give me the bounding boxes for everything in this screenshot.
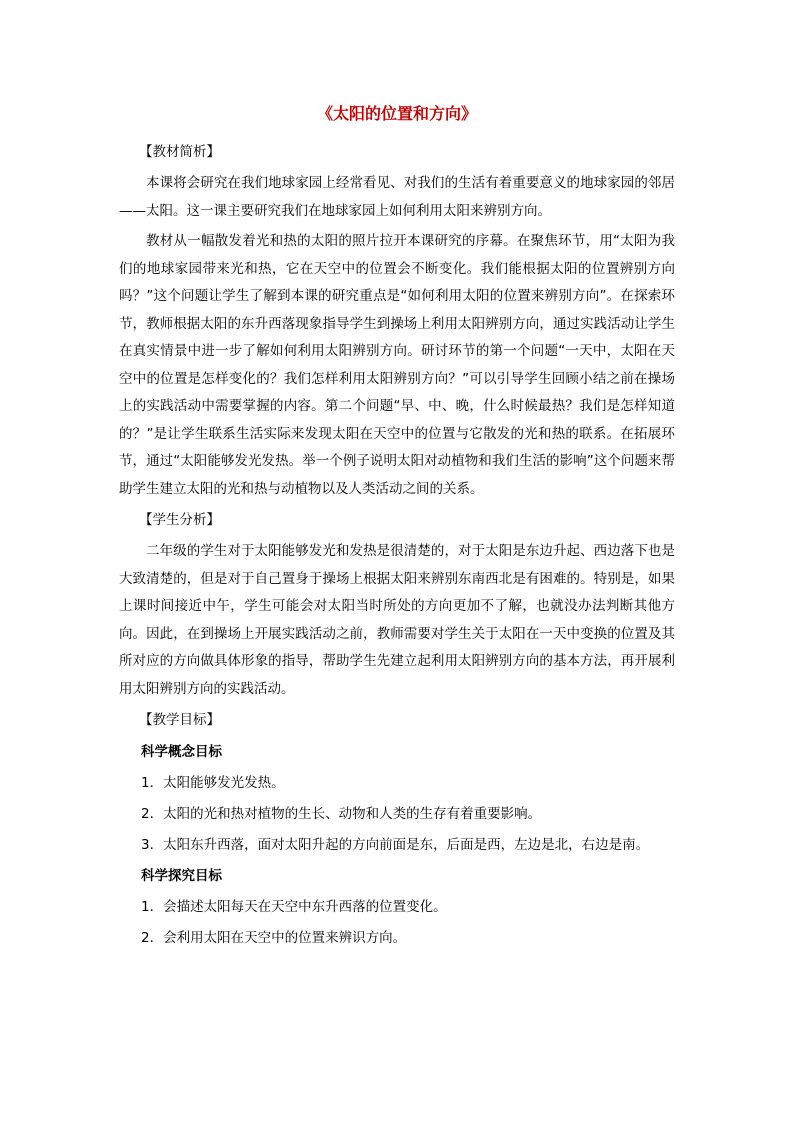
document-content xyxy=(119,100,675,955)
paragraph-textbook-2: 教材从一幅散发着光和热的太阳的照片拉开本课研究的序幕。在聚焦环节，用“太阳为我们的地球家园带来光和热，它在天空中的位置会不断变化。我们能根据太阳的位置辨别方向吗？”这个问题让学生了解到本课的研究重点是“如何利用太阳的位置来辨别方向”。在探索环节，教师根据太阳的东升西落现象指导学生到操场上利用太阳辨别方向，通过实践活动让学生在真实情景中进一步了解如何利用太阳辨别方向。研讨环节的第一个问题“一天中，太阳在天空中的位置是怎样变化的？我们怎样利用太阳辨别方向？”可以引导学生回顾小结之前在操场上的实践活动中需要掌握的内容。第二个问题“早、中、晚，什么时候最热？我们是怎样知道的？”是让学生联系生活实际来发现太阳在天空中的位置与它散发的光和热的联系。在拓展环节，通过“太阳能够发光发热。举一个例子说明太阳对动植物和我们生活的影响”这个问题来帮助学生建立太阳的光和热与动植物以及人类活动之间的关系。 xyxy=(119,233,675,497)
concept-item-2: 2．太阳的光和热对植物的生长、动物和人类的生存有着重要影响。 xyxy=(141,806,542,822)
section-heading-textbook: 【教材简析】 xyxy=(139,144,220,160)
inquiry-item-1: 1．会描述太阳每天在天空中东升西落的位置变化。 xyxy=(141,899,447,915)
paragraph-textbook-1: 本课将会研究在我们地球家园上经常看见、对我们的生活有着重要意义的地球家园的邻居——太阳。这一课主要研究我们在地球家园上如何利用太阳来辨别方向。 xyxy=(119,175,675,219)
section-heading-student: 【学生分析】 xyxy=(139,512,220,528)
section-heading-goals: 【教学目标】 xyxy=(139,712,220,728)
concept-item-3: 3．太阳东升西落，面对太阳升起的方向前面是东，后面是西，左边是北，右边是南。 xyxy=(141,837,650,853)
concept-item-1: 1．太阳能够发光发热。 xyxy=(141,775,285,791)
subheading-concept-goals: 科学概念目标 xyxy=(141,744,222,760)
document-title: 《太阳的位置和方向》 xyxy=(316,104,477,123)
inquiry-item-2: 2．会利用太阳在天空中的位置来辨识方向。 xyxy=(141,930,407,946)
subheading-inquiry-goals: 科学探究目标 xyxy=(141,868,222,884)
paragraph-student-1: 二年级的学生对于太阳能够发光和发热是很清楚的，对于太阳是东边升起、西边落下也是大致清楚的，但是对于自己置身于操场上根据太阳来辨别东南西北是有困难的。特别是，如果上课时间接近中午，学生可能会对太阳当时所处的方向更加不了解，也就没办法判断其他方向。因此，在到操场上开展实践活动之前，教师需要对学生关于太阳在一天中变换的位置及其所对应的方向做具体形象的指导，帮助学生先建立起利用太阳辨别方向的基本方法，再开展利用太阳辨别方向的实践活动。 xyxy=(119,543,675,697)
